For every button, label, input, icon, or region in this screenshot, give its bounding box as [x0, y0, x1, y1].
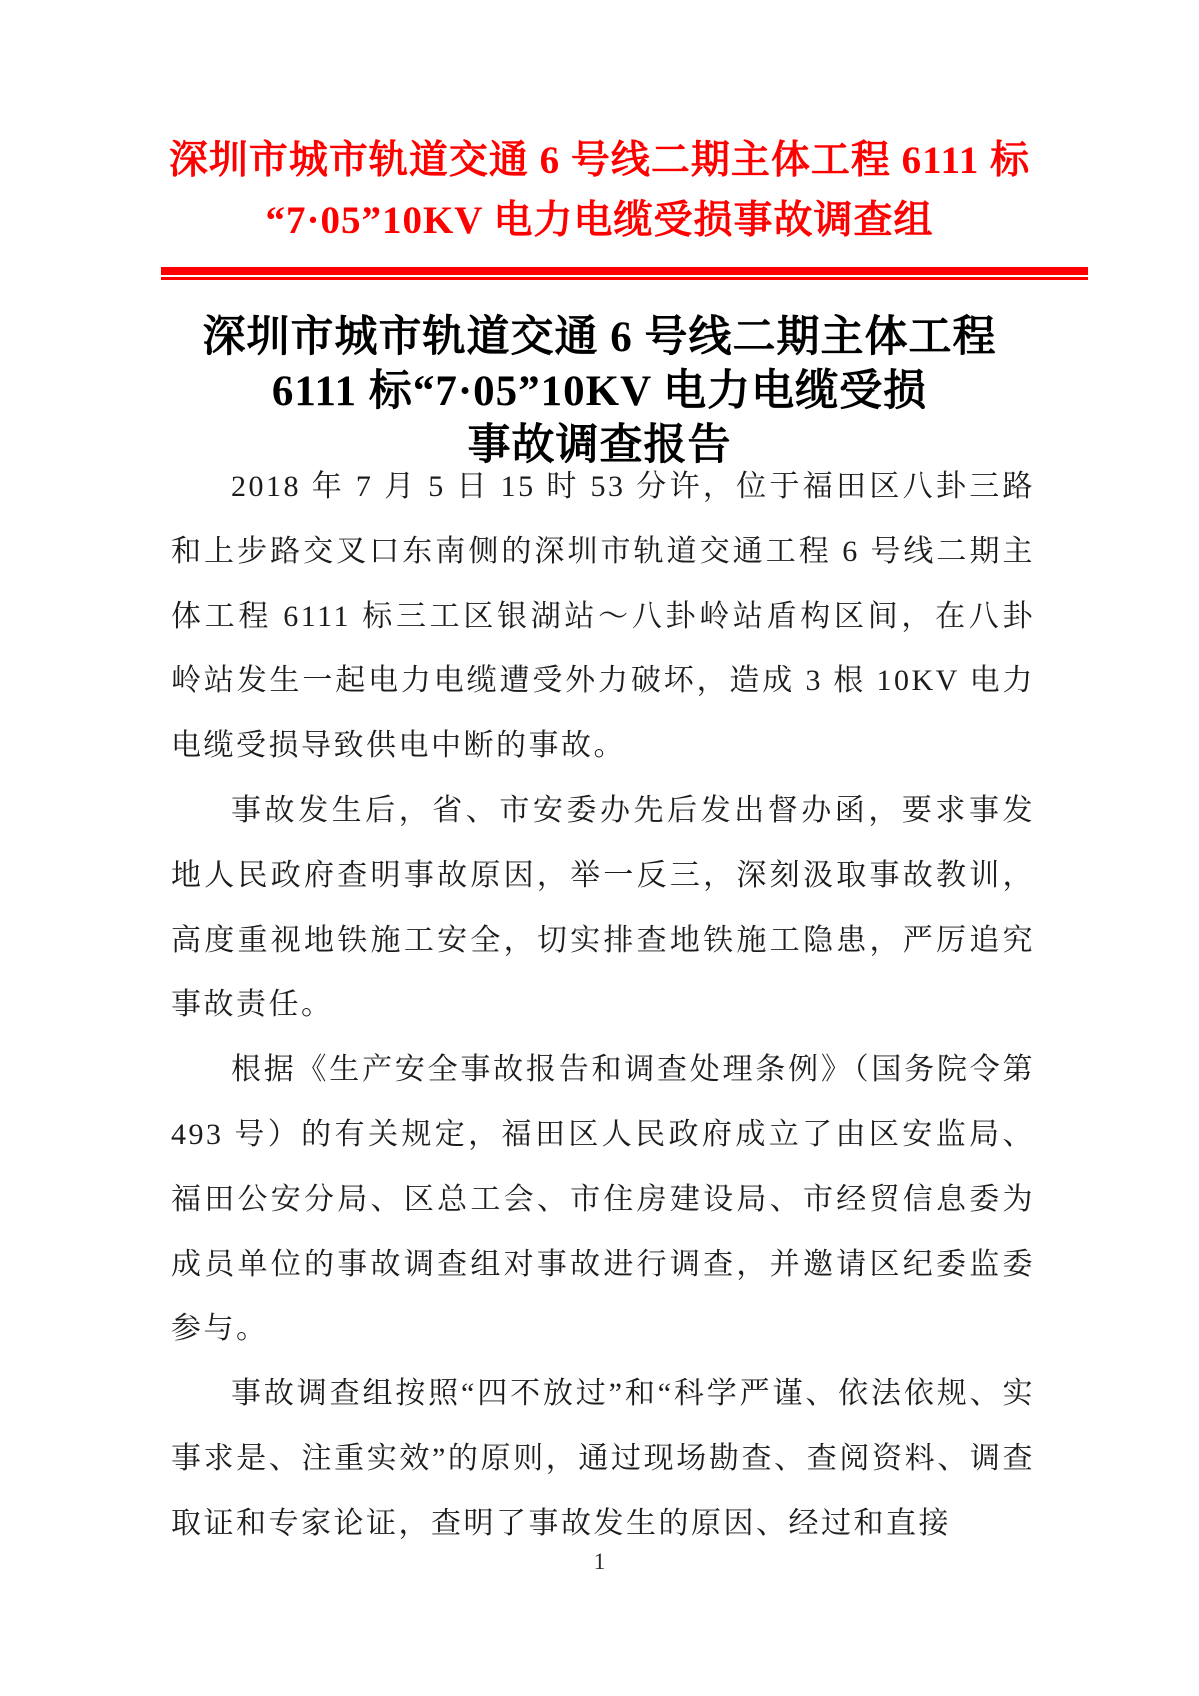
paragraph-incident-overview: 2018 年 7 月 5 日 15 时 53 分许，位于福田区八卦三路和上步路交叉口东南侧的深圳市轨道交通工程 6 号线二期主体工程 6111 标三工区银湖站～八卦岭站盾构区间，在八卦岭站发生一起电力电缆遭受外力破坏，造成 3 根 10KV 电力电缆受损导致供电中断的事故。: [171, 470, 1035, 763]
red-divider-thick-rule: [161, 267, 1088, 275]
letterhead-line1: 深圳市城市轨道交通 6 号线二期主体工程 6111 标: [168, 139, 1031, 182]
report-title-line3: 事故调查报告: [467, 422, 732, 469]
paragraph-investigation-team: 根据《生产安全事故报告和调查处理条例》（国务院令第 493 号）的有关规定，福田区人民政府成立了由区安监局、福田公安分局、区总工会、市住房建设局、市经贸信息委为成员单位的事故调查组对事故进行调查，并邀请区纪委监委参与。: [171, 1053, 1035, 1346]
paragraph-investigation-principles: 事故调查组按照“四不放过”和“科学严谨、依法依规、实事求是、注重实效”的原则，通过现场勘查、查阅资料、调查取证和专家论证，查明了事故发生的原因、经过和直接: [171, 1377, 1035, 1540]
report-body: [171, 455, 1035, 1557]
report-title-line1: 深圳市城市轨道交通 6 号线二期主体工程: [202, 314, 997, 361]
red-divider-thin-rule: [161, 277, 1088, 280]
red-divider: [161, 267, 1088, 280]
page-number: 1: [593, 1549, 606, 1574]
report-title-line2: 6111 标“7·05”10KV 电力电缆受损: [271, 368, 928, 415]
letterhead-line2: “7·05”10KV 电力电缆受损事故调查组: [265, 199, 934, 242]
letterhead: [0, 131, 1199, 251]
paragraph-supervision-letters: 事故发生后，省、市安委办先后发出督办函，要求事发地人民政府查明事故原因，举一反三，深刻汲取事故教训，高度重视地铁施工安全，切实排查地铁施工隐患，严厉追究事故责任。: [171, 793, 1035, 1022]
report-title: [0, 311, 1199, 473]
